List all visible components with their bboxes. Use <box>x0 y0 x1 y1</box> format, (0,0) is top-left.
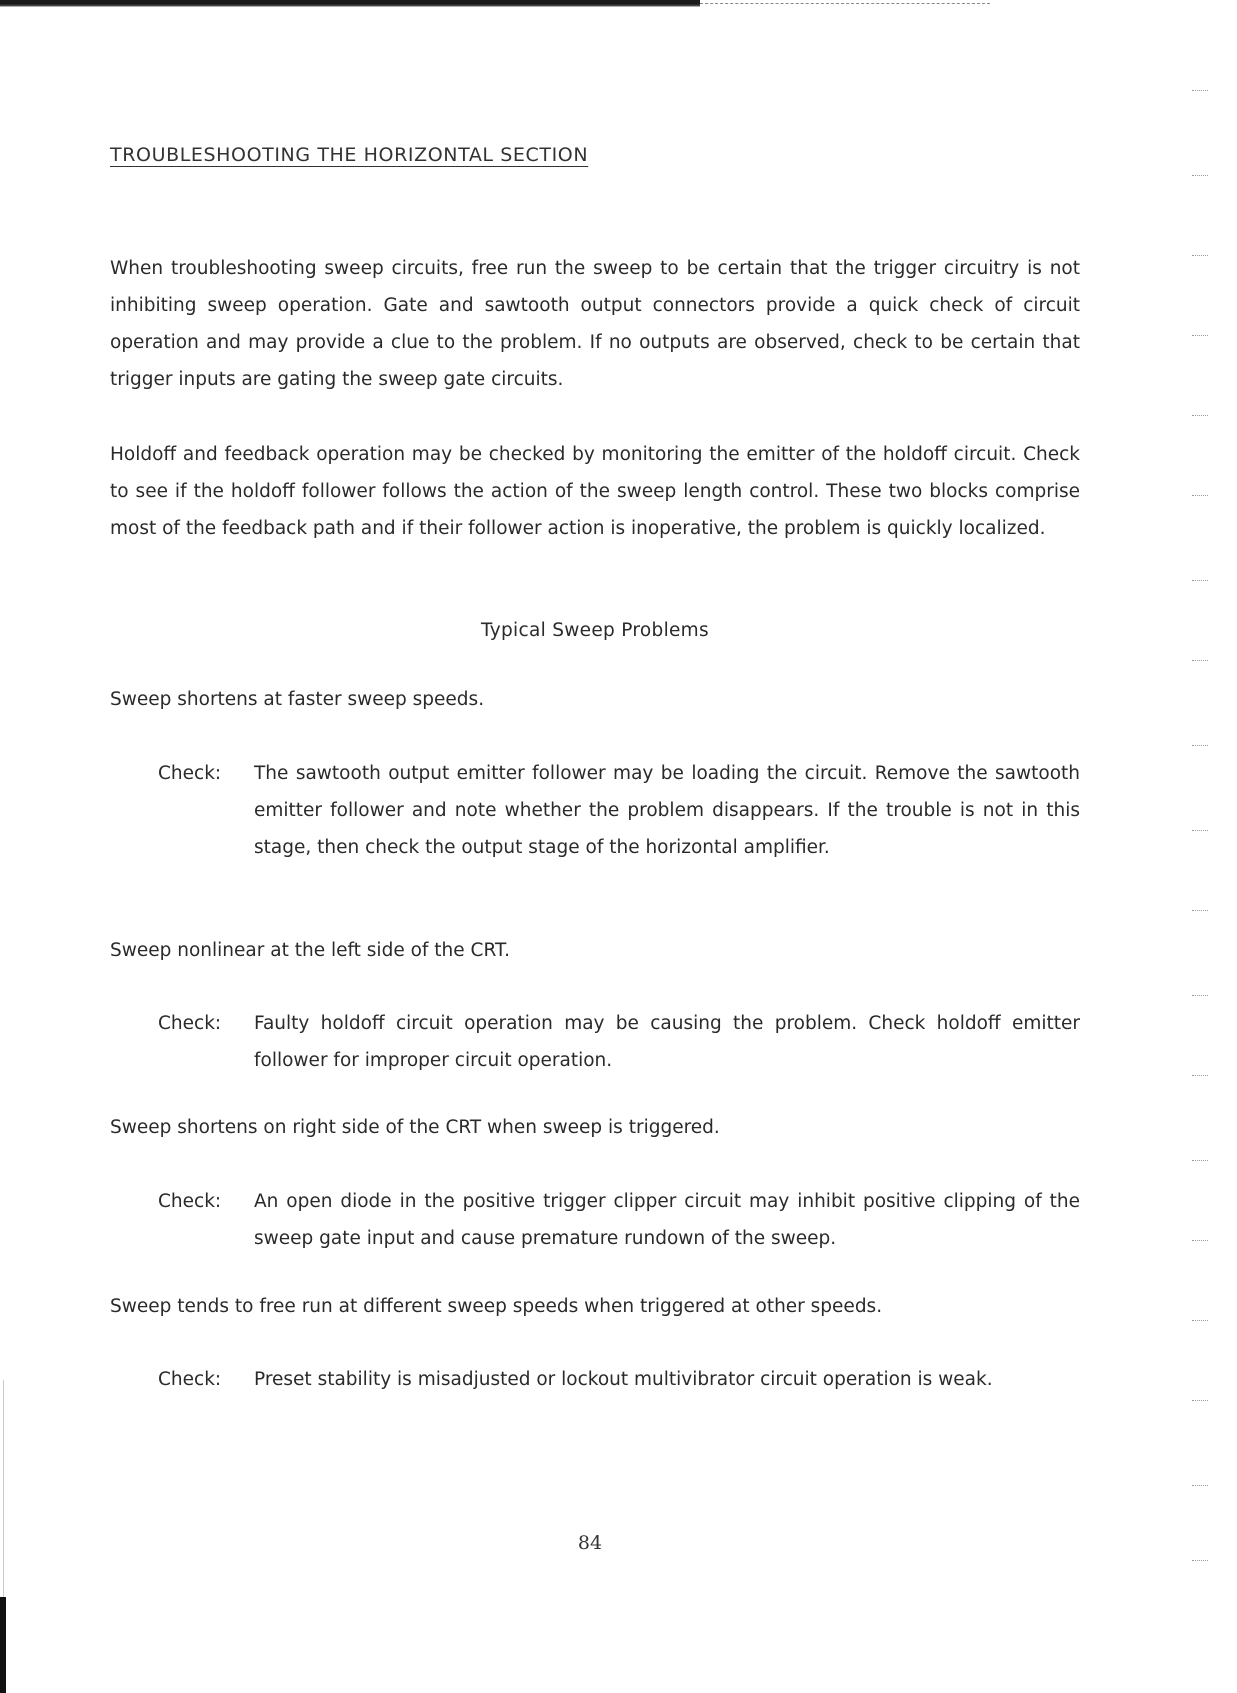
check-text: An open diode in the positive trigger clipper circuit may inhibit positive clipping of the sweep gate input and cause premature rundown of the sweep. <box>254 1191 1080 1249</box>
problem-check <box>158 755 1080 866</box>
scan-edge-rule <box>0 0 700 7</box>
check-label: Check: <box>158 1191 222 1212</box>
check-label: Check: <box>158 1369 222 1390</box>
check-text: Faulty holdoff circuit operation may be causing the problem. Check holdoff emitter follower for improper circuit operation. <box>254 1013 1080 1071</box>
problem-check <box>158 1361 1080 1398</box>
scan-edge-faint-line <box>3 1380 4 1600</box>
section-heading: TROUBLESHOOTING THE HORIZONTAL SECTION <box>110 144 589 166</box>
check-text: The sawtooth output emitter follower may be loading the circuit. Remove the sawtooth emitter follower and note whether the problem disappears. If the trouble is not in this stage, then check the output stage of the horizontal amplifier. <box>254 763 1080 858</box>
problems-subheading: Typical Sweep Problems <box>481 620 709 641</box>
problem-title: Sweep shortens on right side of the CRT when sweep is triggered. <box>110 1117 720 1138</box>
intro-paragraph: When troubleshooting sweep circuits, free run the sweep to be certain that the trigger circuitry is not inhibiting sweep operation. Gate and sawtooth output connectors provide a quick check of circuit operation and may provide a clue to the problem. If no outputs are observed, check to be certain that trigger inputs are gating the sweep gate circuits. <box>110 258 1080 390</box>
problem-title: Sweep nonlinear at the left side of the CRT. <box>110 940 510 961</box>
problem-check <box>158 1183 1080 1257</box>
problem-check <box>158 1005 1080 1079</box>
problem-title: Sweep shortens at faster sweep speeds. <box>110 689 485 710</box>
problem-title: Sweep tends to free run at different sweep speeds when triggered at other speeds. <box>110 1296 883 1317</box>
check-label: Check: <box>158 1013 222 1034</box>
check-text: Preset stability is misadjusted or lockout multivibrator circuit operation is weak. <box>254 1369 993 1390</box>
margin-marks <box>1192 90 1212 1590</box>
scan-edge-bar <box>0 1597 6 1693</box>
holdoff-paragraph: Holdoff and feedback operation may be checked by monitoring the emitter of the holdoff circuit. Check to see if the holdoff follower follows the action of the sweep length control. These two blocks comprise most of the feedback path and if their follower action is inoperative, the problem is quickly localized. <box>110 444 1080 539</box>
check-label: Check: <box>158 763 222 784</box>
scan-edge-dashes <box>700 3 990 5</box>
page-number: 84 <box>577 1532 603 1554</box>
